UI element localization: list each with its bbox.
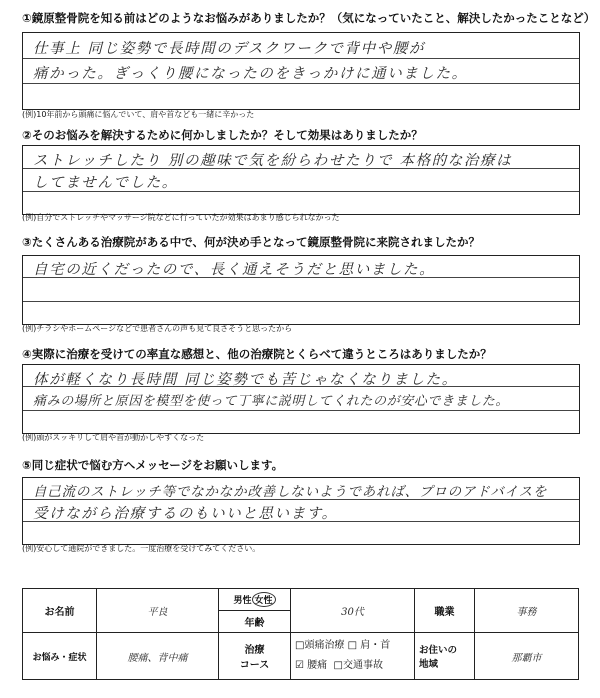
answer-4-line-1: 体が軽くなり長時間 同じ姿勢でも苦じゃなくなりました。 [33, 372, 458, 388]
answer-5-line-1: 自己流のストレッチ等でなかなか改善しないようであれば、プロのアドバイスを [33, 484, 548, 500]
name-label: お名前 [23, 589, 97, 633]
gender-cell [219, 589, 291, 611]
area-label-line-1: お住いの [419, 645, 458, 657]
answer-2-line-2: してませんでした。 [33, 175, 178, 191]
question-3-title: ③たくさんある治療院がある中で、何が決め手となって鏡原整骨院に来院されましたか？ [22, 235, 481, 249]
example-5: (例)安心して通院ができました。一度治療を受けてみてください。 [22, 544, 261, 553]
answer-1-line-1: 仕事上 同じ姿勢で長時間のデスクワークで背中や腰が [33, 41, 426, 57]
job-label: 職業 [415, 589, 475, 633]
name-value: 平良 [97, 589, 219, 633]
male-label: 男性 [233, 596, 252, 607]
answer-3-line-1: 自宅の近くだったので、長く通えそうだと思いました。 [33, 262, 436, 278]
area-label-line-2: 地域 [419, 659, 439, 671]
course-options [291, 633, 415, 680]
answer-1-line-2: 痛かった。ぎっくり腰になったのをきっかけに通いました。 [33, 66, 468, 82]
question-2 [22, 127, 578, 222]
example-3: (例)チラシやホームページなどで患者さんの声も見て良さそうと思ったから [22, 324, 293, 333]
question-1-title: ①鏡原整骨院を知る前はどのようなお悩みがありましたか？（気になっていたこと、解決したかったことなど） [22, 11, 596, 25]
option-back: ☑ 腰痛 [295, 660, 328, 672]
answer-box-4 [22, 364, 580, 434]
option-shoulder: □ 肩・首 [347, 640, 391, 652]
answer-box-2 [22, 145, 580, 215]
age-value: 30代 [291, 589, 415, 633]
age-label: 年齢 [219, 611, 291, 633]
option-headache: □頭痛治療 [295, 640, 345, 652]
question-4 [22, 346, 578, 442]
answer-box-1 [22, 32, 580, 110]
example-2: (例)自分でストレッチやマッサージ院などに行っていたが効果はあまり感じられなかった [22, 213, 340, 222]
patient-info-table [22, 588, 579, 680]
female-label: 女性 [252, 592, 276, 607]
example-4: (例)頭がスッキリして肩や首が動かしやすくなった [22, 433, 205, 442]
area-value: 那覇市 [475, 633, 579, 680]
job-value: 事務 [475, 589, 579, 633]
question-3 [22, 234, 578, 333]
course-label-line-2: コース [239, 660, 270, 672]
concern-value: 腰痛、背中痛 [97, 633, 219, 680]
question-4-title: ④実際に治療を受けての率直な感想と、他の治療院とくらべて違うところはありましたか？ [22, 347, 492, 361]
question-5 [22, 457, 578, 553]
question-5-title: ⑤同じ症状で悩む方へメッセージをお願いします。 [22, 458, 284, 472]
answer-4-line-2: 痛みの場所と原因を模型を使って丁寧に説明してくれたのが安心できました。 [33, 394, 510, 409]
question-1 [22, 10, 596, 119]
example-1: (例)10年前から頭痛に悩んでいて、肩や首なども一緒に辛かった [22, 110, 255, 119]
answer-box-3 [22, 255, 580, 325]
question-2-title: ②そのお悩みを解決するために何かしましたか？そして効果はありましたか？ [22, 128, 423, 142]
course-label [219, 633, 291, 680]
concern-label: お悩み・症状 [23, 633, 97, 680]
option-accident: □交通事故 [333, 660, 383, 672]
course-label-line-1: 治療 [244, 645, 265, 657]
answer-5-line-2: 受けながら治療するのもいいと思います。 [33, 506, 338, 522]
answer-2-line-1: ストレッチしたり 別の趣味で気を紛らわせたりで 本格的な治療は [33, 153, 513, 169]
answer-box-5 [22, 477, 580, 545]
area-label [415, 633, 475, 680]
